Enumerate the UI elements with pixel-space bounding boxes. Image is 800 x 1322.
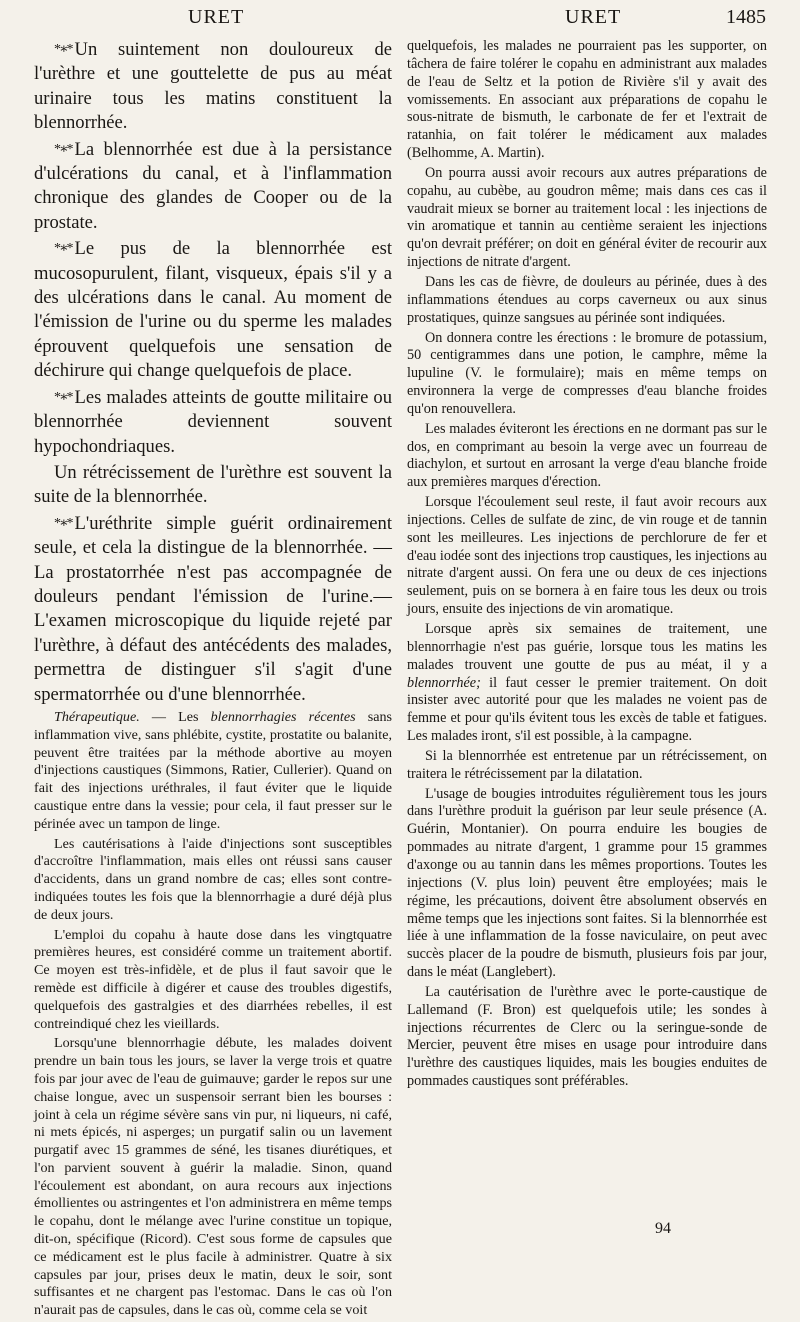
paragraph: L'usage de bougies introduites régulièrement tous les jours dans l'urèthre produit la guérison par leur seule présence (A. Guérin, Montanier). On pourra enduire les bougies de pommades au nitrate d'argent, 1 gramme pour 15 grammes d'axonge ou au tannin dans les mêmes proportions. Toutes les injections (V. plus loin) peuvent être employées; mais le régime, les précautions, doivent être absolument observés en même temps que les injections sont faites. Si la blennorrhée est liée à une inflammation de la fosse naviculaire, on peut avec succès placer de la poudre de bismuth, plusieurs fois par jour, dans le méat (Langlebert).: [407, 785, 767, 981]
paragraph: *∗* Les malades atteints de goutte militaire ou blennorrhée deviennent souvent hypochondriaques.: [34, 386, 392, 457]
paragraph: On pourra aussi avoir recours aux autres préparations de copahu, au cubèbe, au goudron même; mais dans ces cas il vaudrait mieux se borner au traitement local : les injections de vin aromatique et tannin au centième seraient les injections qu'on devrait préférer; on doit en général éviter de recourir aux injections de nitrate d'argent.: [407, 164, 767, 271]
paragraph: Dans les cas de fièvre, de douleurs au périnée, dues à des inflammations étendues au corps caverneux ou aux sinus prostatiques, quinze sangsues au périnée sont indiquées.: [407, 273, 767, 326]
paragraph: *∗* La blennorrhée est due à la persistance d'ulcérations du canal, et à l'inflammation chronique des glandes de Cooper ou de la prostate.: [34, 138, 392, 233]
paragraph: Lorsque après six semaines de traitement, une blennorrhagie n'est pas guérie, lorsque tous les matins les malades trouvent une goutte de pus au méat, il y a blennorrhée; il faut cesser le premier traitement. On doit insister avec autorité pour que les malades ne voient pas de femme et pour qu'ils évitent tous les excès de table et fatigues. Les malades iront, s'il est possible, à la campagne.: [407, 621, 767, 745]
paragraph: *∗* Le pus de la blennorrhée est mucosopurulent, filant, visqueux, épais s'il y a des ulcérations dans le canal. Au moment de l'émission de l'urine ou du sperme les malades éprouvent quelquefois une sensation de déchirure qui change quelquefois de place.: [34, 238, 392, 382]
asterism-icon: *∗*: [54, 515, 72, 531]
asterism-icon: *∗*: [54, 42, 72, 57]
paragraph: Si la blennorrhée est entretenue par un rétrécissement, on traitera le rétrécissement par la dilatation.: [407, 747, 767, 782]
paragraph: La cautérisation de l'urèthre avec le porte-caustique de Lallemand (F. Bron) est quelquefois utile; les sondes à injections récurrentes de Clerc ou la seringue-sonde de Mercier, peuvent être mises en usage pour introduire dans l'urèthre des caustiques liquides, mais les bougies enduites de pommades caustiques sont préférables.: [407, 983, 767, 1090]
paragraph: *∗* Un suintement non douloureux de l'urèthre et une gouttelette de pus au méat urinaire tous les matins constituent la blennorrhée.: [34, 39, 392, 134]
left-column: [34, 38, 392, 1322]
running-head-right: URET: [565, 6, 622, 28]
paragraph-therapeutique: Thérapeutique. — Les blennorrhagies récentes sans inflammation vive, sans phlébite, cystite, prostatite ou balanite, peuvent être traitées par la méthode abortive au moyen d'injections caustiques (Simmons, Ratier, Cullerier). Quand on fait des injections uréthrales, il faut éviter que le liquide caustique entre dans la vessie; pour cela, il faut presser sur le périnée avec un tampon de linge.: [34, 708, 392, 832]
paragraph: On donnera contre les érections : le bromure de potassium, 50 centigrammes dans une potion, le camphre, même la lupuline (V. le formulaire); mais en même temps on environnera la verge de compresses d'eau blanche froides qu'on renouvellera.: [407, 329, 767, 417]
paragraph: Lorsqu'une blennorrhagie débute, les malades doivent prendre un bain tous les jours, se laver la verge trois et quatre fois par jour avec de l'eau de guimauve; garder le repos sur une chaise longue, avec un suspensoir serrant bien les bourses : joint à cela un régime sévère sans vin pur, ni liqueurs, ni café, ni mets épicés, ni asperges; un purgatif salin ou un lavement purgatif avec 15 grammes de séné, les tisanes diurétiques, et l'on parvient souvent à guérir la maladie. Sinon, quand l'écoulement est abondant, on aura recours aux injections émollientes ou astringentes et l'on administrera en même temps le copahu, dont le mélange avec l'urine constitue un topique, dit-on, spécifique (Ricord). C'est sous forme de capsules que ce médicament est le plus facile à administrer. Quatre à six capsules par jour, prises deux le matin, deux le soir, sont suffisantes et ne chargent pas l'estomac. Dans le cas où l'on n'aurait pas de capsules, dans le cas où, comme cela se voit: [34, 1035, 392, 1319]
asterism-icon: *∗*: [54, 241, 72, 257]
paragraph: Les malades éviteront les érections en ne dormant pas sur le dos, en comprimant au besoin la verge avec un fourreau de diachylon, et surtout en arrosant la verge d'eau blanche froide aux premières marques d'érection.: [407, 420, 767, 491]
paragraph: quelquefois, les malades ne pourraient pas les supporter, on tâchera de faire tolérer le copahu en administrant aux malades de l'eau de Seltz et la potion de Rivière s'il y avait des vomissements. En associant aux préparations de copahu le sous-nitrate de bismuth, le carbonate de fer et l'extrait de ratanhia, on fait tolérer le médicament aux malades (Belhomme, A. Martin).: [407, 38, 767, 162]
paragraph: Un rétrécissement de l'urèthre est souvent la suite de la blennorrhée.: [34, 461, 392, 508]
asterism-icon: *∗*: [54, 389, 72, 405]
right-column: [407, 38, 767, 1093]
paragraph: Lorsque l'écoulement seul reste, il faut avoir recours aux injections. Celles de sulfate de zinc, de vin rouge et de tannin sont les meilleures. Les injections de perchlorure de fer et d'eau iodée sont des injections trop caustiques, les injections au nitrate d'argent aussi. On fera une ou deux de ces injections seulement, puis on se bornera à en faire tous les deux ou trois jours, ensuite des injections de vin aromatique.: [407, 494, 767, 618]
page-number: 1485: [726, 6, 766, 28]
paragraph: *∗* L'uréthrite simple guérit ordinairement seule, et cela la distingue de la blennorrhée. — La prostatorrhée n'est pas accompagnée de douleurs pendant l'émission de l'urine.—L'examen microscopique du liquide rejeté par l'urèthre, à défaut des antécédents des malades, permettra de distinguer s'il s'agit d'une spermatorrhée ou d'une blennorrhée.: [34, 512, 392, 705]
running-head-left: URET: [188, 6, 245, 28]
paragraph: Les cautérisations à l'aide d'injections sont susceptibles d'accroître l'inflammation, mais elles ont réussi sans causer d'accidents, dans un grand nombre de cas; elles sont contre-indiquées toutes les fois que la blennorrhagie a duré déjà plus de deux jours.: [34, 835, 392, 923]
asterism-icon: *∗*: [54, 141, 72, 157]
signature-mark: 94: [655, 1220, 671, 1237]
paragraph: L'emploi du copahu à haute dose dans les vingtquatre premières heures, est considéré comme un traitement abortif. Ce moyen est très-infidèle, et de plus il faut savoir que le remède est difficile à digérer et cause des troubles digestifs, quelquefois des gastralgies et des diarrhées rebelles, il est contreindiqué chez les vieillards.: [34, 926, 392, 1032]
section-label: Thérapeutique.: [54, 708, 140, 725]
